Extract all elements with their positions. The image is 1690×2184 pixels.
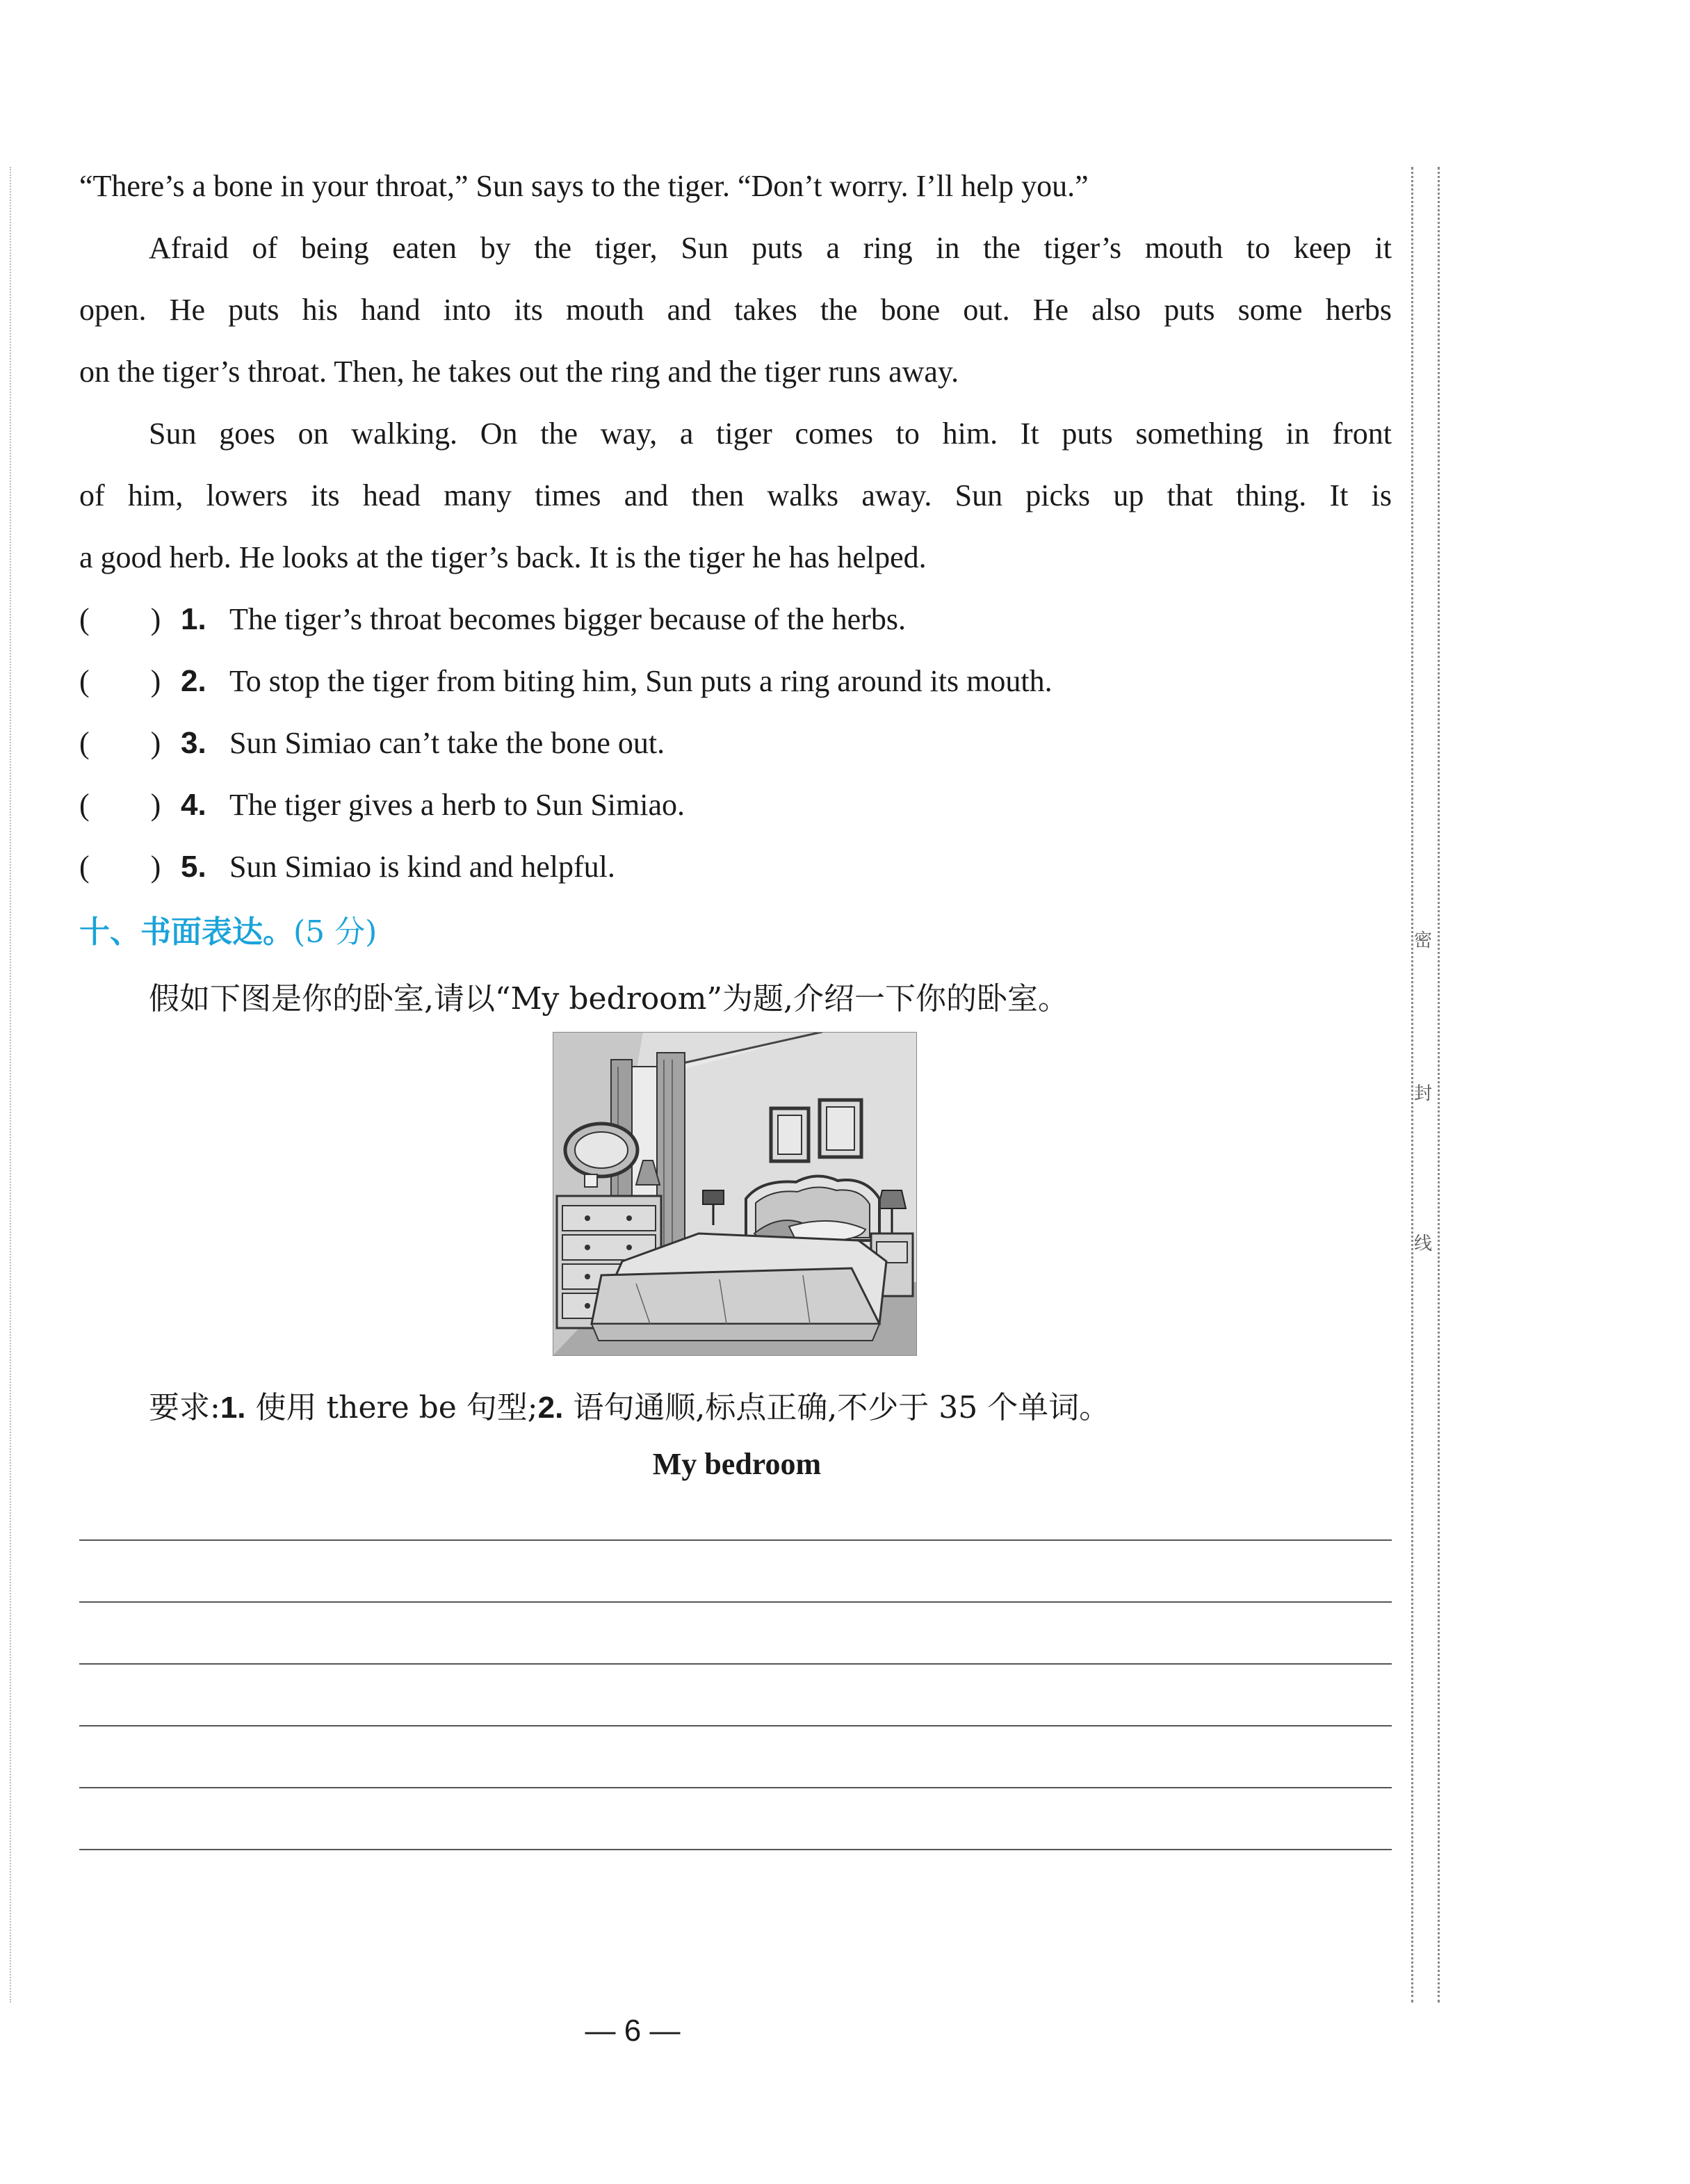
question-text: To stop the tiger from biting him, Sun puts a ring around its mouth. bbox=[229, 664, 1053, 698]
writing-line-4[interactable] bbox=[79, 1725, 1392, 1726]
question-3 bbox=[79, 728, 665, 759]
question-number: 5. bbox=[181, 850, 206, 884]
answer-blank[interactable]: ( ) bbox=[79, 664, 161, 698]
passage-line-7: a good herb. He looks at the tiger’s back. It is the tiger he has helped. bbox=[79, 540, 927, 574]
question-number: 3. bbox=[181, 726, 206, 760]
seal-mark-xian: 线 bbox=[1414, 1225, 1432, 1259]
writing-line-2[interactable] bbox=[79, 1601, 1392, 1603]
writing-line-1[interactable] bbox=[79, 1539, 1392, 1541]
answer-blank[interactable]: ( ) bbox=[79, 726, 161, 760]
question-text: Sun Simiao can’t take the bone out. bbox=[229, 726, 665, 760]
bedroom-illustration bbox=[553, 1032, 917, 1356]
seal-mark-feng: 封 bbox=[1414, 1075, 1432, 1109]
question-2 bbox=[79, 666, 1053, 697]
seal-mark-mi: 密 bbox=[1414, 922, 1432, 956]
left-margin-dotted-line bbox=[10, 167, 11, 2003]
question-number: 2. bbox=[181, 664, 206, 698]
req-number-1: 1. bbox=[220, 1391, 246, 1425]
answer-blank[interactable]: ( ) bbox=[79, 602, 161, 636]
writing-line-6[interactable] bbox=[79, 1849, 1392, 1850]
essay-title: My bedroom bbox=[652, 1447, 822, 1481]
seal-line-left bbox=[1411, 167, 1413, 2003]
question-text: The tiger gives a herb to Sun Simiao. bbox=[229, 788, 685, 822]
question-5 bbox=[79, 852, 615, 882]
question-number: 4. bbox=[181, 788, 206, 822]
question-4 bbox=[79, 790, 685, 820]
req-text-1: 使用 there be 句型; bbox=[245, 1390, 538, 1425]
page-number: — 6 — bbox=[585, 2014, 681, 2048]
passage-line-5: Sun goes on walking. On the way, a tiger comes to him. It puts something in front bbox=[149, 416, 1392, 451]
question-text: Sun Simiao is kind and helpful. bbox=[229, 850, 615, 884]
section-heading bbox=[79, 907, 377, 951]
passage-line-3: open. He puts his hand into its mouth and takes the bone out. He also puts some herbs bbox=[79, 293, 1392, 327]
passage-line-2: Afraid of being eaten by the tiger, Sun puts a ring in the tiger’s mouth to keep it bbox=[149, 231, 1392, 265]
req-number-2: 2. bbox=[537, 1391, 564, 1425]
passage-line-1: “There’s a bone in your throat,” Sun says to the tiger. “Don’t worry. I’ll help you.” bbox=[79, 169, 1089, 203]
writing-line-5[interactable] bbox=[79, 1787, 1392, 1788]
section-score: (5 分) bbox=[293, 914, 377, 950]
question-text: The tiger’s throat becomes bigger because of the herbs. bbox=[229, 602, 906, 636]
question-number: 1. bbox=[181, 602, 206, 636]
section-title: 十、书面表达。 bbox=[79, 914, 293, 950]
writing-line-3[interactable] bbox=[79, 1663, 1392, 1665]
writing-requirements bbox=[149, 1382, 1110, 1427]
req-text-2: 语句通顺,标点正确,不少于 35 个单词。 bbox=[563, 1390, 1110, 1425]
answer-blank[interactable]: ( ) bbox=[79, 788, 161, 822]
seal-line-right bbox=[1438, 167, 1440, 2003]
answer-blank[interactable]: ( ) bbox=[79, 850, 161, 884]
req-prefix: 要求: bbox=[149, 1390, 220, 1425]
question-1 bbox=[79, 604, 906, 635]
writing-task: 假如下图是你的卧室,请以“My bedroom”为题,介绍一下你的卧室。 bbox=[149, 981, 1069, 1017]
passage-line-6: of him, lowers its head many times and then walks away. Sun picks up that thing. It is bbox=[79, 478, 1392, 512]
passage-line-4: on the tiger’s throat. Then, he takes out the ring and the tiger runs away. bbox=[79, 355, 959, 389]
